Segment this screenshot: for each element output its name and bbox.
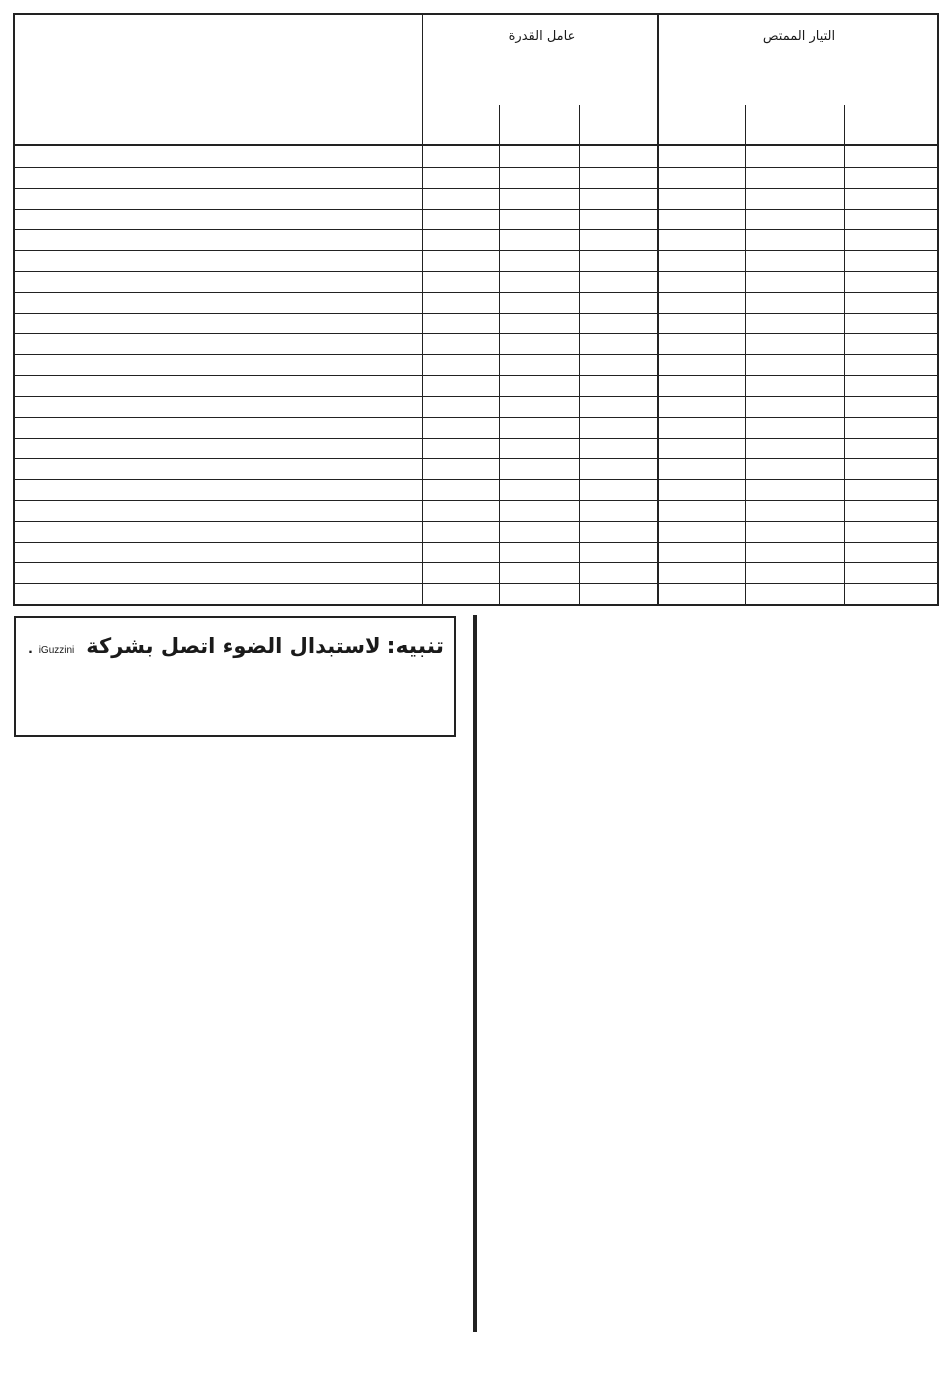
table-row-line (15, 521, 937, 522)
table-row-line (15, 229, 937, 230)
table-row-line (15, 209, 937, 210)
column-divider-groups (657, 15, 659, 604)
table-row-line (15, 562, 937, 563)
table-row-line (15, 292, 937, 293)
table-row-line (15, 250, 937, 251)
table-row-line (15, 354, 937, 355)
table-row-line (15, 438, 937, 439)
table-row-line (15, 583, 937, 584)
warning-label: تنبيه: (386, 634, 444, 659)
column-divider-description (422, 15, 423, 604)
brand-name: iGuzzini (38, 645, 75, 656)
table-row-line (15, 167, 937, 168)
absorbed-current-header: التيار الممتص (762, 29, 836, 44)
table-row-line (15, 479, 937, 480)
table-row-line (15, 417, 937, 418)
data-table (13, 13, 939, 606)
table-row-line (15, 458, 937, 459)
warning-text: لاستبدال الضوء اتصل بشركة (86, 634, 381, 658)
table-row-line (15, 333, 937, 334)
table-row-line (15, 542, 937, 543)
warning-line (28, 634, 444, 659)
warning-period: . (28, 640, 33, 657)
power-factor-header: عامل القدرة (508, 29, 576, 44)
table-row-line (15, 188, 937, 189)
warning-box (14, 616, 456, 737)
table-row-line (15, 375, 937, 376)
table-row-line (15, 500, 937, 501)
table-row-line (15, 396, 937, 397)
table-row-line (15, 313, 937, 314)
header-separator (15, 144, 937, 146)
table-row-line (15, 271, 937, 272)
page-column-divider (473, 615, 477, 1332)
